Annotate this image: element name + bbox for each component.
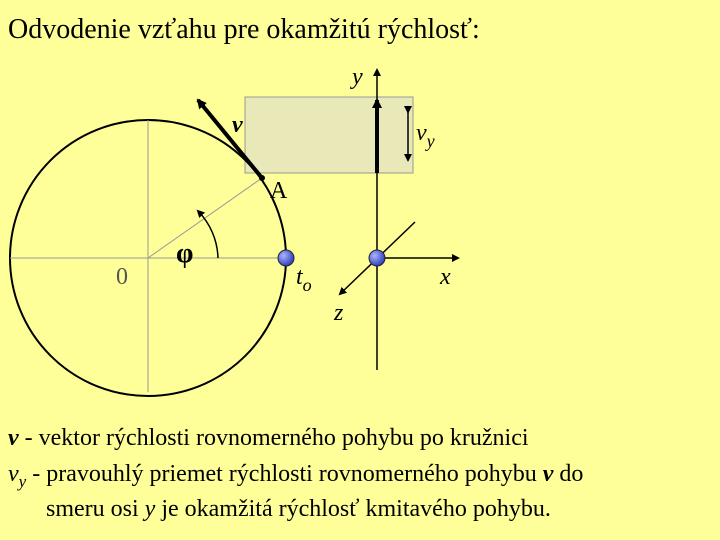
point-a-label: A <box>270 178 288 204</box>
phi-angle-arc <box>198 211 218 258</box>
projection-band <box>245 97 413 173</box>
origin-label: 0 <box>116 264 128 290</box>
phi-label: φ <box>176 238 194 269</box>
page-title: Odvodenie vzťahu pre okamžitú rýchlosť: <box>8 14 480 45</box>
point-on-circle <box>278 250 294 266</box>
y-axis-label: y <box>352 64 363 90</box>
point-a-marker <box>259 175 265 181</box>
v-label: v <box>232 112 243 138</box>
oscillating-point <box>369 250 385 266</box>
z-axis-label: z <box>334 300 344 326</box>
caption-line-2: $v_y$ - pravouhlý priemet rýchlosti rovnomerného pohybu v do <box>8 461 584 491</box>
vy-label: $v_y$ <box>416 120 435 151</box>
caption-line-3: smeru osi y je okamžitá rýchlosť kmitavého pohybu. <box>46 496 551 522</box>
t0-label: $t_o$ <box>296 264 312 295</box>
caption-line-1: v - vektor rýchlosti rovnomerného pohybu po kružnici <box>8 425 529 451</box>
x-axis-label: x <box>440 264 451 290</box>
